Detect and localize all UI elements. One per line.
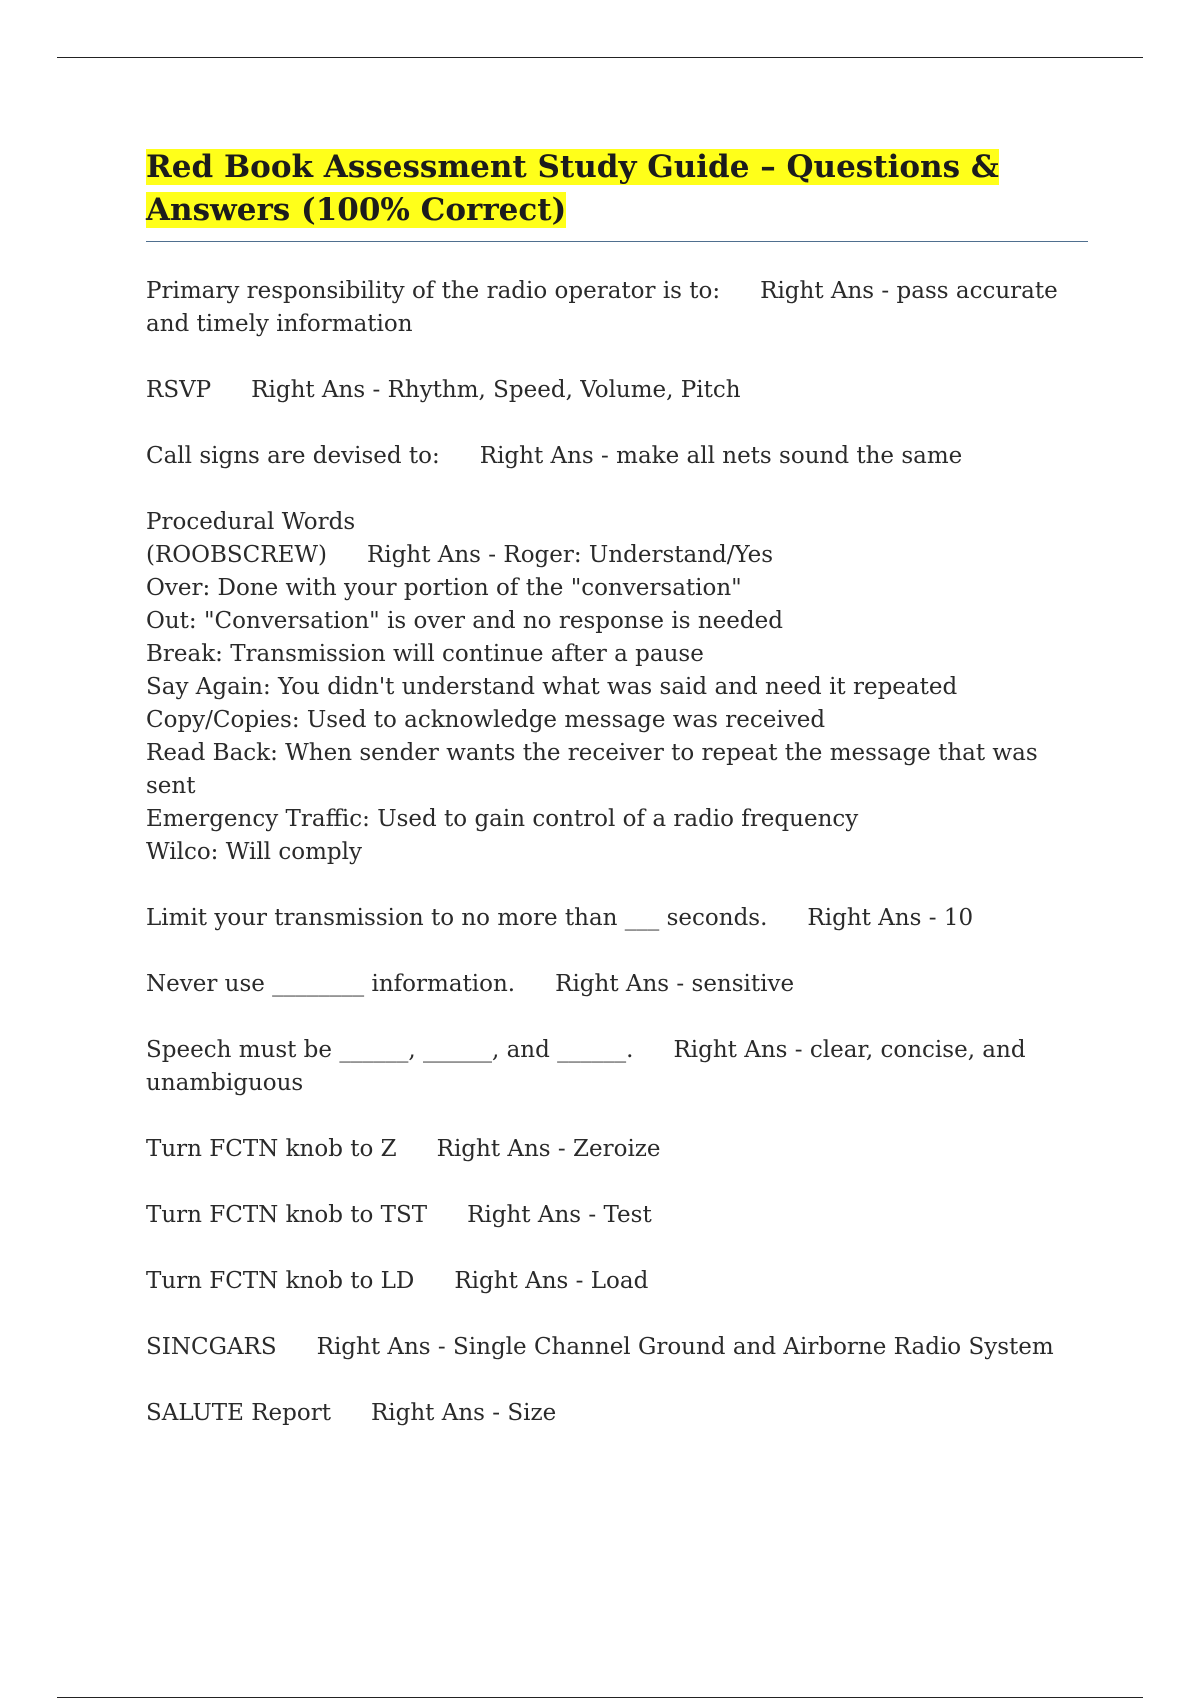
question-text: Turn FCTN knob to Z: [146, 1136, 397, 1162]
answer-line: Wilco: Will comply: [146, 839, 362, 865]
question-text: SALUTE Report: [146, 1400, 331, 1426]
answer-text: pass accurate and timely information: [146, 278, 1058, 337]
question-text: SINCGARS: [146, 1334, 277, 1360]
answer-text: Roger: Understand/Yes: [503, 542, 774, 568]
qa-list: [146, 275, 1088, 1430]
answer-prefix: Right Ans -: [673, 1037, 810, 1063]
qa-item: [146, 968, 1088, 1001]
answer-text: Single Channel Ground and Airborne Radio System: [453, 1334, 1054, 1360]
qa-item: [146, 1034, 1088, 1100]
question-text: Limit your transmission to no more than ___ seconds.: [146, 905, 768, 931]
answer-prefix: Right Ans -: [555, 971, 692, 997]
qa-item: [146, 1397, 1088, 1430]
qa-item: [146, 1265, 1088, 1298]
answer-line: Out: "Conversation" is over and no response is needed: [146, 608, 783, 634]
document-title: [146, 146, 1088, 232]
answer-text: Zeroize: [573, 1136, 661, 1162]
qa-item: [146, 1331, 1088, 1364]
title-line-1: Red Book Assessment Study Guide – Questions &: [146, 149, 999, 185]
answer-line: Over: Done with your portion of the "conversation": [146, 575, 742, 601]
qa-item: [146, 1199, 1088, 1232]
document-body: [146, 146, 1088, 1463]
answer-line: Read Back: When sender wants the receiver to repeat the message that was sent: [146, 740, 1038, 799]
qa-item: [146, 374, 1088, 407]
qa-item: [146, 1133, 1088, 1166]
title-line-2: Answers (100% Correct): [146, 192, 567, 228]
answer-text: make all nets sound the same: [616, 443, 963, 469]
qa-item: [146, 902, 1088, 935]
title-underline: [146, 241, 1088, 242]
answer-text: Size: [507, 1400, 557, 1426]
answer-prefix: Right Ans -: [436, 1136, 574, 1162]
answer-prefix: Right Ans -: [370, 1400, 508, 1426]
header-rule: [57, 57, 1143, 58]
footer-rule: [57, 1697, 1143, 1698]
answer-prefix: Right Ans -: [807, 905, 944, 931]
answer-text: sensitive: [691, 971, 795, 997]
answer-text: Load: [590, 1268, 649, 1294]
answer-prefix: Right Ans -: [251, 377, 388, 403]
question-text: RSVP: [146, 377, 212, 403]
answer-text: 10: [943, 905, 974, 931]
answer-prefix: Right Ans -: [366, 542, 504, 568]
answer-text: Rhythm, Speed, Volume, Pitch: [387, 377, 741, 403]
question-text: Turn FCTN knob to TST: [146, 1202, 428, 1228]
answer-prefix: Right Ans -: [316, 1334, 454, 1360]
answer-line: Copy/Copies: Used to acknowledge message was received: [146, 707, 826, 733]
answer-prefix: Right Ans -: [467, 1202, 604, 1228]
qa-item: [146, 440, 1088, 473]
answer-prefix: Right Ans -: [760, 278, 897, 304]
question-text: Turn FCTN knob to LD: [146, 1268, 415, 1294]
answer-text: Test: [603, 1202, 652, 1228]
answer-line: Say Again: You didn't understand what was said and need it repeated: [146, 674, 958, 700]
question-text: Call signs are devised to:: [146, 443, 440, 469]
answer-prefix: Right Ans -: [479, 443, 617, 469]
question-text: Procedural Words: [146, 509, 356, 535]
qa-item: [146, 275, 1088, 341]
answer-prefix: Right Ans -: [454, 1268, 591, 1294]
answer-line: Emergency Traffic: Used to gain control of a radio frequency: [146, 806, 859, 832]
answer-text: clear, concise, and unambiguous: [146, 1037, 1026, 1096]
question-text: Primary responsibility of the radio operator is to:: [146, 278, 721, 304]
question-text: Speech must be ______, ______, and ______.: [146, 1037, 634, 1063]
question-text: Never use ________ information.: [146, 971, 516, 997]
answer-line: Break: Transmission will continue after a pause: [146, 641, 704, 667]
question-text: (ROOBSCREW): [146, 542, 327, 568]
qa-item: [146, 506, 1088, 869]
